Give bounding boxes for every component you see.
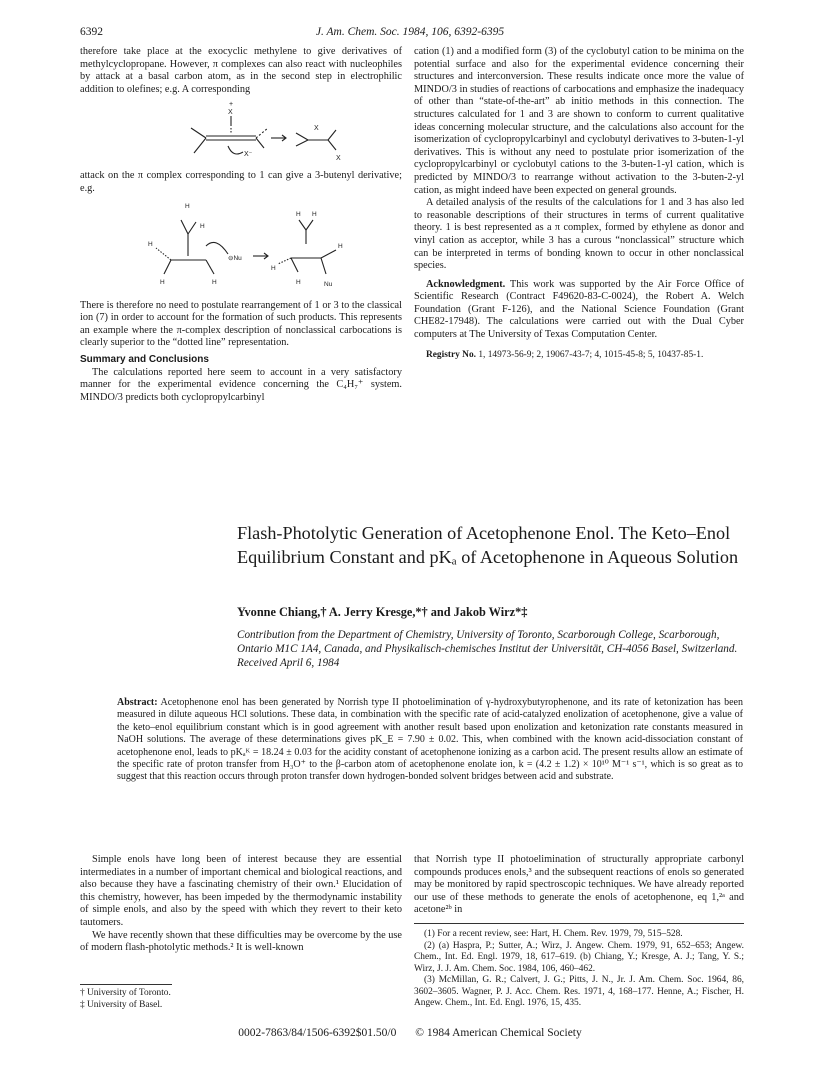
article-authors: Yvonne Chiang,† A. Jerry Kresge,*† and Jakob Wirz*‡ [237, 605, 528, 619]
scheme2-h-top: H [185, 202, 190, 210]
right-paragraph-1: cation (1) and a modified form (3) of the cyclobutyl cation to be minima on the potential surface and also for the experimental evidence concerning their structures and interconversion. These results indicate once more the value of MINDO/3 in studies of reactions of carbocations and emphasize the inadequacy of other than “state-of-the-art” ab initio methods in this connection. The structures calculated for 1 and 3 are shown to conform to current qualitative ideas concerning molecular structure, and the calculations also account for the isomerization of cyclopropylcarbinyl and cyclobutyl derivatives to 3-buten-1-yl derivatives. This is without any need to postulate prior isomerization of the cyclopropylcarbinyl or cyclobutyl cations to the 3-buten-1-yl cation, which is predicted by MINDO/3 to rearrange without activation to the 3-buten-2-yl cation, as might indeed have been expected on general grounds. [414, 46, 744, 196]
body-right-paragraph-1: that Norrish type II photoelimination of structurally appropriate carbonyl compounds produces enols,³ and the subsequent reactions of enols so generated may be monitored by rapid spectroscopic techniques. We have already reported our use of these methods to generate the enols of acetophenone, eq 1,²ᵃ and acetone²ᵇ in [414, 854, 744, 916]
footnote-toronto: † University of Toronto. [80, 988, 171, 998]
article-title: Flash-Photolytic Generation of Acetophenone Enol. The Keto–Enol Equilibrium Constant and pKₐ of Acetophenone in Aqueous Solution [237, 523, 739, 567]
section-heading-summary: Summary and Conclusions [80, 353, 209, 365]
reference-3: (3) McMillan, G. R.; Calvert, J. G.; Pitts, J. N., Jr. J. Am. Chem. Soc. 1964, 86, 3602–3605. Wagner, P. J. Acc. Chem. Res. 1971, 4, 168–177. Henne, A.; Fischer, H. Angew. Chem., Int. Ed. Engl. 1976, 15, 435. [414, 975, 744, 1008]
registry-text: 1, 14973-56-9; 2, 19067-43-7; 4, 1015-45-8; 5, 10437-85-1. [476, 349, 704, 360]
abstract [117, 697, 743, 784]
scheme1-x-product-2: X [336, 155, 341, 163]
article-affiliation: Contribution from the Department of Chemistry, University of Toronto, Scarborough College, Scarborough, Ontario M1C 1A4, Canada, and Physikalisch-chemisches Institut der Universität, CH-4056 Basel, Switzerland. Received April 6, 1984 [237, 629, 738, 670]
left-paragraph-4: The calculations reported here seem to account in a very satisfactory manner for the experimental evidence concerning the C₄H₇⁺ system. MINDO/3 predicts both cyclopropylcarbinyl [80, 366, 402, 403]
body-left-column [80, 854, 402, 955]
left-column [80, 46, 402, 404]
references-rule [414, 923, 744, 924]
right-paragraph-2: A detailed analysis of the results of the calculations for 1 and 3 has also led to reasonable descriptions of their structures in terms of current qualitative theory. 1 is best represented as a π complex, formed by ethylene as donor and vinyl cation as acceptor, while 3 has a curous “nonclassical” structure which can be interpreted in terms of bonding known to occur in other nonclassical species. [414, 197, 744, 272]
left-paragraph-1: therefore take place at the exocyclic methylene to give derivatives of methylcyclopropane. However, π complexes can also react with nucleophiles by attack at a basal carbon atom, as in the second step in electrophilic addition to olefines; e.g. A corresponding [80, 46, 402, 95]
author-footnotes [80, 988, 280, 1011]
left-paragraph-3: There is therefore no need to postulate rearrangement of 1 or 3 to the classical ion (7) in order to account for the formation of such products. This represents an example where the π-complex description of nonclassical carbocations is clearly superior to the “dotted line” representation. [80, 299, 402, 349]
scheme2-h-6: H [296, 210, 301, 218]
scheme2-h-7: H [312, 210, 317, 218]
footnote-rule [80, 984, 172, 985]
scheme2-h-5: H [212, 278, 217, 286]
scheme2-h-9: H [296, 278, 301, 286]
reference-2: (2) (a) Haspra, P.; Sutter, A.; Wirz, J. Angew. Chem. 1979, 91, 652–653; Angew. Chem., Int. Ed. Engl. 1979, 18, 617–619. (b) Chiang, Y.; Kresge, A. J.; Tang, Y. S.; Wirz, J. J. Am. Chem. Soc. 1984, 106, 460–462. [414, 940, 744, 974]
page-number: 6392 [80, 26, 103, 38]
reaction-scheme-2 [126, 198, 356, 298]
left-paragraph-2: attack on the π complex corresponding to 1 can give a 3-butenyl derivative; e.g. [80, 170, 402, 194]
abstract-label: Abstract: [117, 697, 158, 708]
scheme1-plus: + [229, 101, 234, 109]
scheme1-x-top: X [228, 109, 233, 117]
right-column [414, 46, 744, 361]
reaction-scheme-1 [136, 98, 346, 168]
scheme2-h-10: H [338, 242, 343, 250]
scheme2-nu-anion: ⊖Nu [228, 254, 242, 262]
body-left-paragraph-2: We have recently shown that these difficulties may be overcome by the use of modern flash-photolytic methods.² It is well-known [80, 929, 402, 954]
acknowledgment-label: Acknowledgment. [426, 278, 506, 290]
references [414, 929, 744, 1010]
body-right-column [414, 854, 744, 917]
journal-header: J. Am. Chem. Soc. 1984, 106, 6392-6395 [315, 26, 505, 38]
acknowledgment [414, 279, 744, 342]
copyright-notice: © 1984 American Chemical Society [415, 1027, 582, 1039]
body-left-paragraph-1: Simple enols have long been of interest because they are essential intermediates in a number of important chemical and biological reactions, and also because they have a fascinating chemistry of their own.¹ Elucidation of this chemistry, however, has been impeded by the thermodynamic instability of simple enols, and also by the speed with which they revert to their keto tautomers. [80, 854, 402, 928]
scheme2-h-8: H [271, 264, 276, 272]
registry-label: Registry No. [426, 349, 476, 360]
scheme1-x-product: X [314, 125, 319, 133]
registry-numbers [414, 350, 744, 362]
page-footer [0, 1027, 820, 1039]
abstract-text: Acetophenone enol has been generated by Norrish type II photoelimination of γ-hydroxybutyrophenone, and its rate of ketonization has been measured in dilute aqueous HCl solutions. These data, in combination with the specific rate of acid-catalyzed enolization of acetophenone, give a value of the keto–enol equilibrium constant which is in good agreement with another result based upon enolization and ketonization rate constants measured in NaOH solutions. The average of these determinations gives pK_E = 7.90 ± 0.02. This, when combined with the known acid-dissociation constant of acetophenone enol, leads to pKₐᴷ = 18.24 ± 0.03 for the acidity constant of acetophenone ionizing as a carbon acid. The present results allow an estimate of the specific rate of proton transfer from H₃O⁺ to the β-carbon atom of acetophenone enolate ion, k = (4.2 ± 1.2) × 10¹⁰ M⁻¹ s⁻¹, which is so great as to suggest that this reaction occurs through proton transfer down hydrogen-bonded solvent bridges between acid and substrate. [117, 697, 743, 783]
scheme2-h-3: H [148, 240, 153, 248]
scheme2-h-2: H [200, 222, 205, 230]
reference-1: (1) For a recent review, see: Hart, H. Chem. Rev. 1979, 79, 515–528. [424, 929, 683, 939]
scheme2-nu: Nu [324, 280, 333, 288]
copyright-code: 0002-7863/84/1506-6392$01.50/0 [238, 1027, 397, 1039]
scheme2-h-4: H [160, 278, 165, 286]
scheme1-x-anion: X⁻ [244, 151, 253, 159]
acknowledgment-text: This work was supported by the Air Force Office of Scientific Research (Contract F49620-83-C-0024), the Robert A. Welch Foundation (Grant F-126), and the National Science Foundation (Grant CHE82-17948). The calculations were carried out with the Dual Cyber computers at The University of Texas Computation Center. [414, 278, 744, 341]
footnote-basel: ‡ University of Basel. [80, 999, 163, 1010]
